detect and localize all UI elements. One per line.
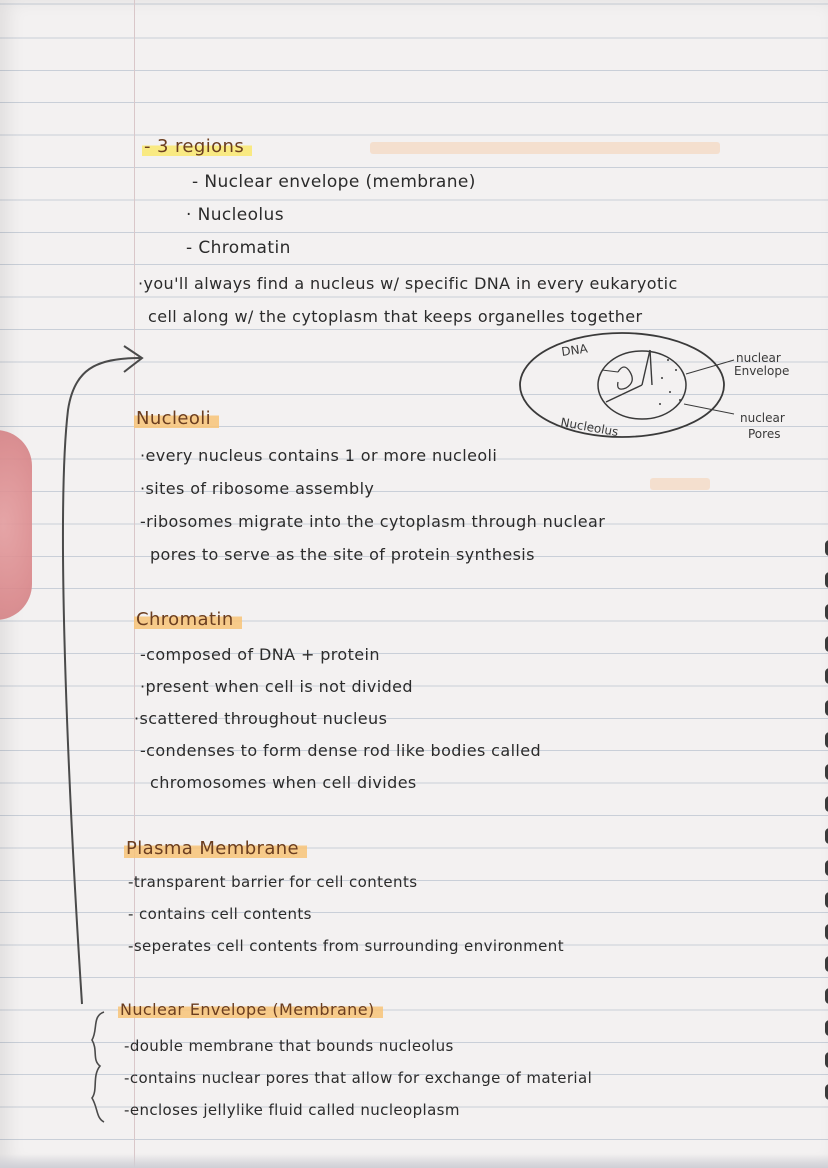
nuclear-envelope-item: -contains nuclear pores that allow for exchange of material xyxy=(124,1069,593,1087)
label-pores-1: nuclear xyxy=(740,411,785,425)
regions-item-nucleolus: · Nucleolus xyxy=(186,205,284,225)
plasma-membrane-item: - contains cell contents xyxy=(128,905,312,923)
regions-item-chromatin: - Chromatin xyxy=(186,238,291,258)
nucleoli-heading: Nucleoli xyxy=(134,408,219,429)
plasma-membrane-heading: Plasma Membrane xyxy=(124,838,307,859)
nucleoli-item: -ribosomes migrate into the cytoplasm through nuclear xyxy=(140,512,606,531)
regions-heading: - 3 regions xyxy=(142,136,252,157)
chromatin-item: -condenses to form dense rod like bodies called xyxy=(140,741,542,760)
page-bottom-edge xyxy=(0,1154,828,1168)
chromatin-heading: Chromatin xyxy=(134,609,242,630)
chromatin-item: -composed of DNA + protein xyxy=(140,645,380,664)
label-pores-2: Pores xyxy=(748,427,781,441)
label-envelope-1: nuclear xyxy=(736,351,781,365)
plasma-membrane-item: -transparent barrier for cell contents xyxy=(128,873,418,891)
plasma-membrane-item: -seperates cell contents from surrounding environment xyxy=(128,937,564,955)
chromatin-item: ·scattered throughout nucleus xyxy=(134,709,388,728)
chromatin-item: ·present when cell is not divided xyxy=(140,677,413,696)
nucleoli-item: ·every nucleus contains 1 or more nucleoli xyxy=(140,446,498,465)
nucleus-note-line-2: cell along w/ the cytoplasm that keeps organelles together xyxy=(148,307,643,326)
nuclear-envelope-item: -double membrane that bounds nucleolus xyxy=(124,1037,454,1055)
nucleus-diagram xyxy=(510,330,828,460)
nucleoli-item: pores to serve as the site of protein synthesis xyxy=(150,545,535,564)
label-nucleolus: Nucleolus xyxy=(559,415,620,440)
nuclear-envelope-item: -encloses jellylike fluid called nucleoplasm xyxy=(124,1101,460,1119)
label-dna: DNA xyxy=(560,341,589,359)
chromatin-item: chromosomes when cell divides xyxy=(150,773,417,792)
nuclear-envelope-heading: Nuclear Envelope (Membrane) xyxy=(118,1000,383,1019)
regions-item-envelope: - Nuclear envelope (membrane) xyxy=(192,172,476,192)
label-envelope-2: Envelope xyxy=(734,364,790,378)
nucleoli-item: ·sites of ribosome assembly xyxy=(140,479,375,498)
nucleus-note-line-1: ·you'll always find a nucleus w/ specific DNA in every eukaryotic xyxy=(138,274,678,293)
